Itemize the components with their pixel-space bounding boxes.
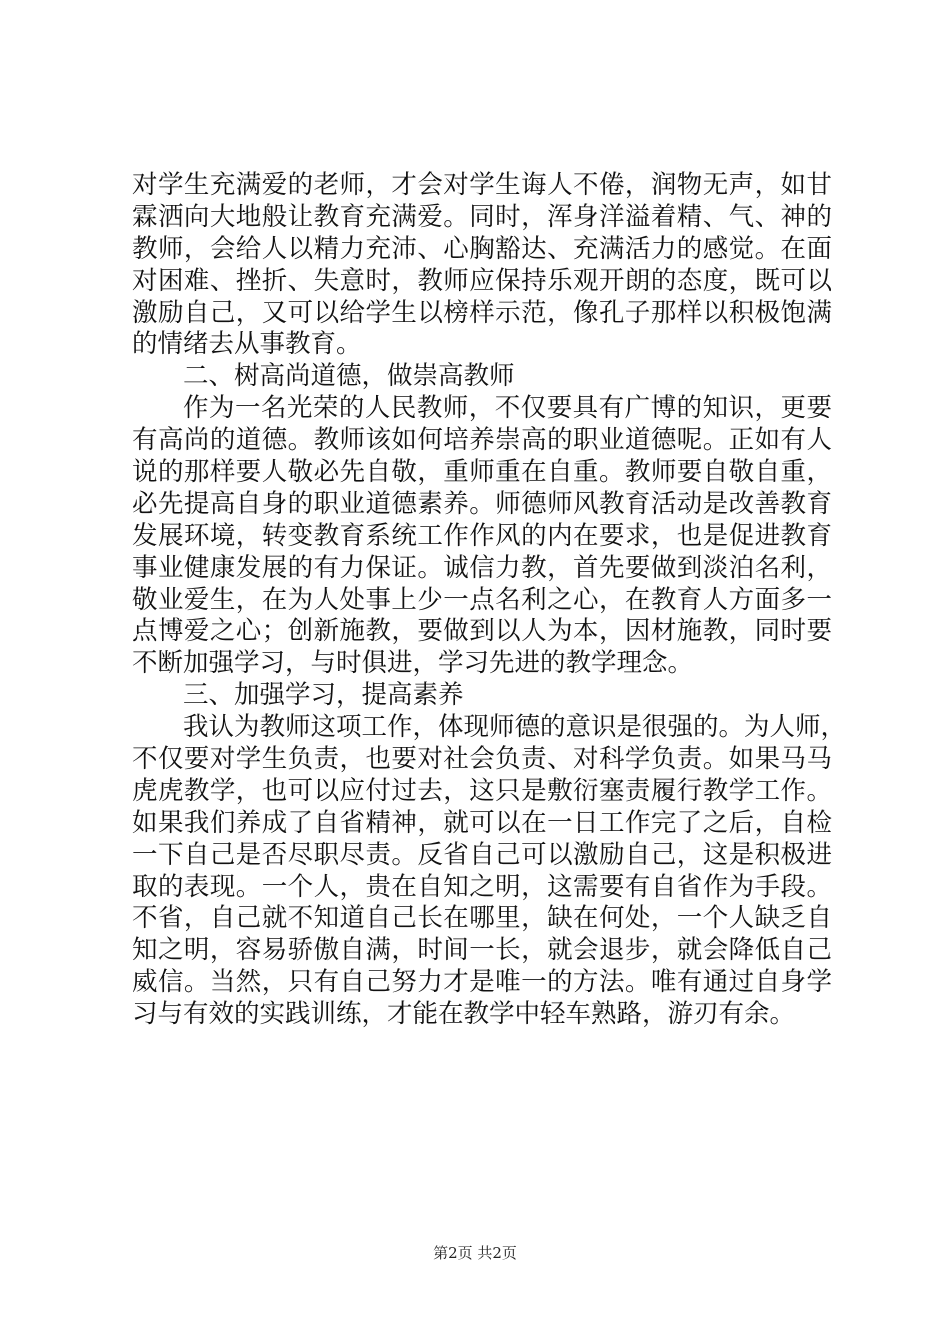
text-line: 事业健康发展的有力保证。诚信力教，首先要做到淡泊名利，: [132, 552, 832, 583]
section-heading-2: 二、树高尚道德，做崇高教师: [183, 361, 515, 392]
text-line: 敬业爱生，在为人处事上少一点名利之心，在教育人方面多一: [132, 584, 832, 615]
text-line: 威信。当然，只有自己努力才是唯一的方法。唯有通过自身学: [132, 967, 832, 998]
text-line: 作为一名光荣的人民教师，不仅要具有广博的知识，更要: [183, 393, 832, 424]
text-line: 一下自己是否尽职尽责。反省自己可以激励自己，这是积极进: [132, 839, 832, 870]
text-line: 我认为教师这项工作，体现师德的意识是很强的。为人师，: [183, 712, 847, 743]
text-line: 对学生充满爱的老师，才会对学生诲人不倦，润物无声，如甘: [132, 170, 832, 200]
text-line: 习与有效的实践训练，才能在教学中轻车熟路，游刃有余。: [132, 999, 796, 1030]
text-line: 不省，自己就不知道自己长在哪里，缺在何处，一个人缺乏自: [132, 903, 832, 934]
text-line: 激励自己，又可以给学生以榜样示范，像孔子那样以积极饱满: [132, 297, 832, 328]
text-line: 必先提高自身的职业道德素养。师德师风教育活动是改善教育: [132, 488, 832, 519]
text-line: 有高尚的道德。教师该如何培养崇高的职业道德呢。正如有人: [132, 425, 832, 456]
text-line: 点博爱之心；创新施教，要做到以人为本，因材施教，同时要: [132, 616, 832, 647]
text-line: 取的表现。一个人，贵在自知之明，这需要有自省作为手段。: [132, 871, 832, 902]
text-line: 说的那样要人敬必先自敬，重师重在自重。教师要自敬自重，: [132, 457, 832, 488]
text-line: 不断加强学习，与时俱进，学习先进的教学理念。: [132, 648, 694, 679]
text-line: 如果我们养成了自省精神，就可以在一日工作完了之后，自检: [132, 807, 832, 838]
text-line: 霖洒向大地般让教育充满爱。同时，浑身洋溢着精、气、神的: [132, 201, 832, 232]
section-heading-3: 三、加强学习，提高素养: [183, 680, 464, 711]
text-line: 教师，会给人以精力充沛、心胸豁达、充满活力的感觉。在面: [132, 233, 832, 264]
text-line: 知之明，容易骄傲自满，时间一长，就会退步，就会降低自己: [132, 935, 832, 966]
text-line: 发展环境，转变教育系统工作作风的内在要求，也是促进教育: [132, 520, 832, 551]
text-line: 不仅要对学生负责，也要对社会负责、对科学负责。如果马马: [132, 744, 832, 775]
page-number-footer: 第2页 共2页: [433, 1244, 517, 1262]
text-line: 对困难、挫折、失意时，教师应保持乐观开朗的态度，既可以: [132, 265, 832, 296]
text-line: 的情绪去从事教育。: [132, 329, 362, 360]
document-body: [132, 170, 847, 1031]
text-line: 虎虎教学，也可以应付过去，这只是敷衍塞责履行教学工作。: [132, 775, 832, 806]
